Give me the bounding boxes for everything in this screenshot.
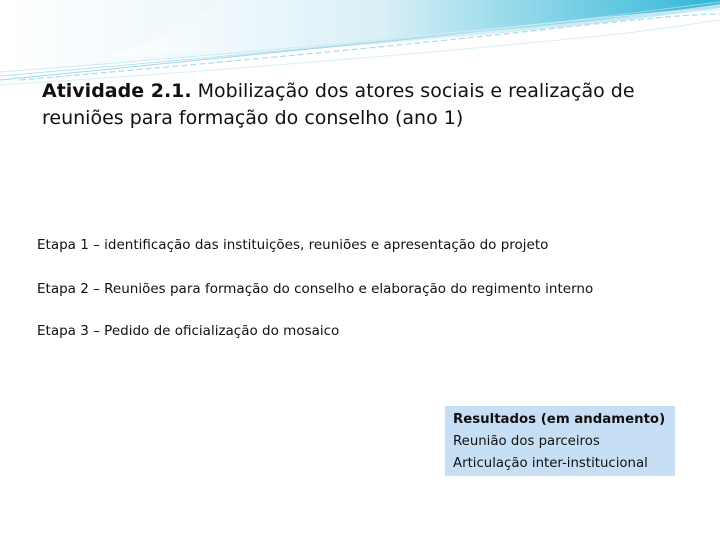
etapa-text: – Pedido de oficialização do mosaico [88, 323, 340, 339]
results-box [444, 405, 676, 477]
etapa-1 [37, 236, 548, 254]
title-activity-number: Atividade 2.1. [42, 80, 192, 102]
results-title: Resultados (em andamento) [453, 412, 666, 427]
etapa-label: Etapa 2 [37, 281, 89, 297]
slide-title [42, 78, 682, 132]
etapa-label: Etapa 3 [37, 323, 89, 339]
results-item: Reunião dos parceiros [453, 434, 600, 449]
etapa-2 [37, 280, 593, 298]
etapa-text: – Reuniões para formação do conselho e elaboração do regimento interno [88, 281, 594, 297]
title-activity-description: Mobilização dos atores sociais e realização de reuniões para formação do conselho (ano 1) [42, 80, 635, 129]
etapa-text: – identificação das instituições, reuniões e apresentação do projeto [88, 237, 549, 253]
etapa-3 [37, 322, 339, 340]
results-item: Articulação inter-institucional [453, 456, 648, 471]
etapa-label: Etapa 1 [37, 237, 89, 253]
